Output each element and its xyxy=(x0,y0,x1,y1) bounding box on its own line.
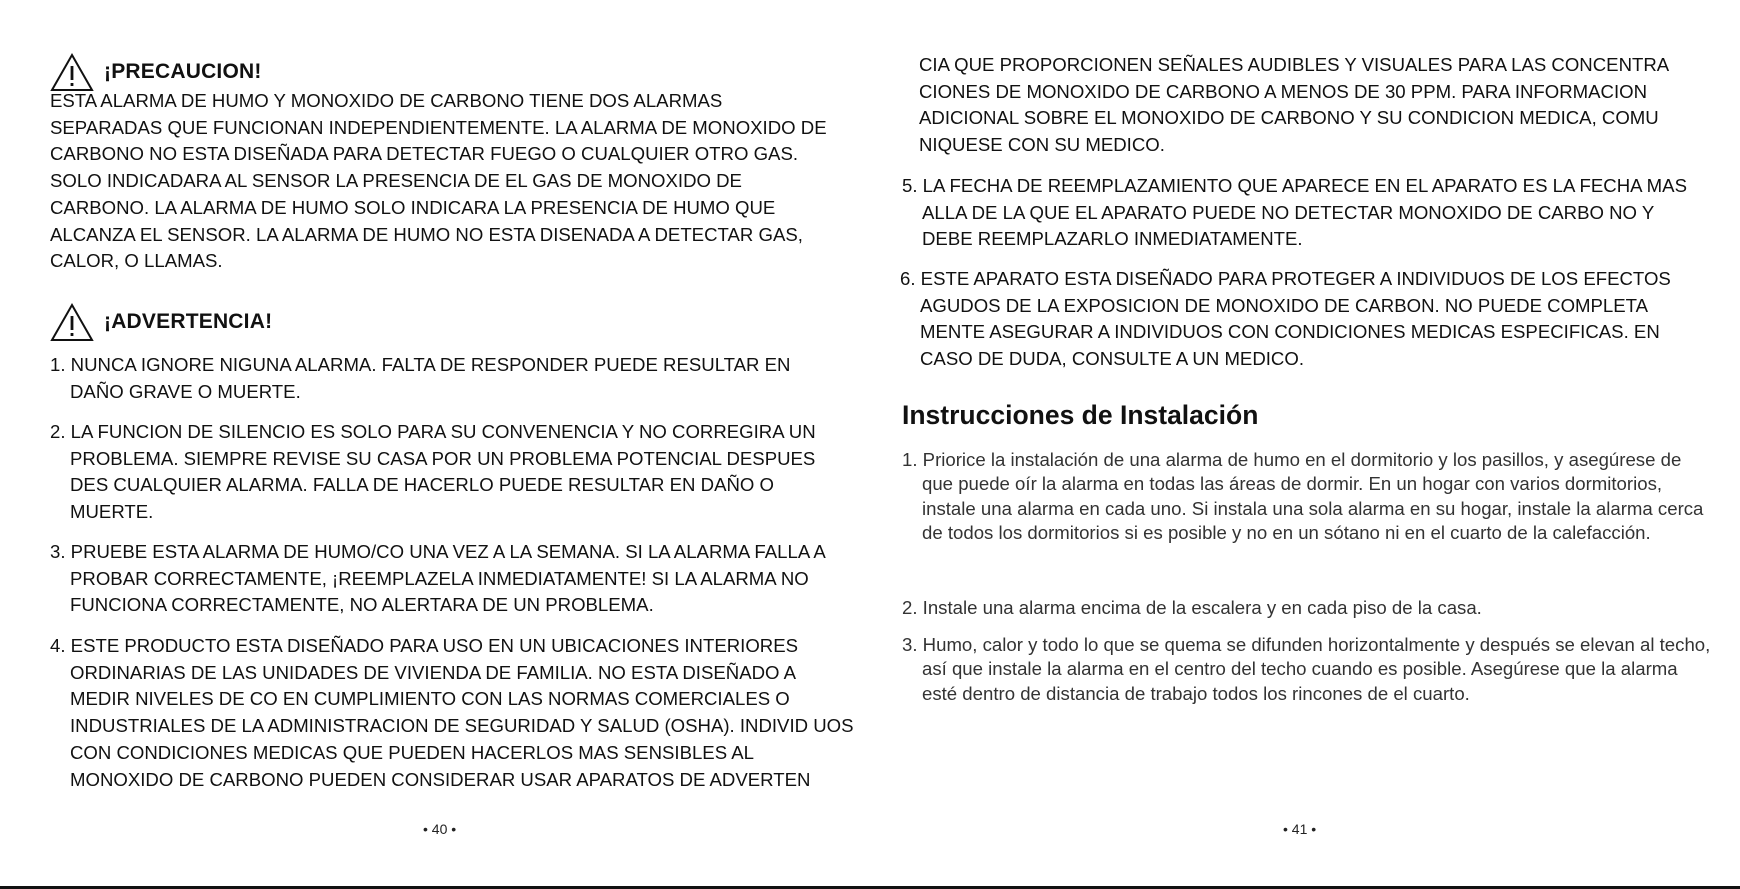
warning-heading xyxy=(50,302,272,342)
warning-item-5: 5. LA FECHA DE REEMPLAZAMIENTO QUE APARECE EN EL APARATO ES LA FECHA MAS ALLA DE LA QUE EL APARATO PUEDE NO DETECTAR MONOXIDO DE CARBO NO Y DEBE REEMPLAZARLO INMEDIATAMENTE. xyxy=(902,175,1687,250)
page-number-left: • 40 • xyxy=(423,821,457,837)
warning-item-2: 2. LA FUNCION DE SILENCIO ES SOLO PARA SU CONVENENCIA Y NO CORREGIRA UN PROBLEMA. SIEMPRE REVISE SU CASA POR UN PROBLEMA POTENCIAL DESPUES DES CUALQUIER ALARMA. FALLA DE HACERLO PUEDE RESULTAR EN DAÑO O MUERTE. xyxy=(50,421,816,523)
warning-item-4: 4. ESTE PRODUCTO ESTA DISEÑADO PARA USO EN UN UBICACIONES INTERIORES ORDINARIAS DE LAS UNIDADES DE VIVIENDA DE FAMILIA. NO ESTA DISEÑADO A MEDIR NIVELES DE CO EN CUMPLIMIENTO CON LAS NORMAS COMERCIALES O INDUSTRIALES DE LA ADMINISTRACION DE SEGURIDAD Y SALUD (OSHA). INDIVID UOS CON CONDICIONES MEDICAS QUE PUEDEN HACERLOS MAS SENSIBLES AL MONOXIDO DE CARBONO PUEDEN CONSIDERAR USAR APARATOS DE ADVERTEN xyxy=(50,635,854,790)
warning-triangle-icon xyxy=(50,52,94,92)
caution-heading xyxy=(50,52,262,92)
warning-item-4-continuation: CIA QUE PROPORCIONEN SEÑALES AUDIBLES Y VISUALES PARA LAS CONCENTRA CIONES DE MONOXIDO DE CARBONO A MENOS DE 30 PPM. PARA INFORMACION ADICIONAL SOBRE EL MONOXIDO DE CARBONO Y SU CONDICION MEDICA, COMU NIQUESE CON SU MEDICO. xyxy=(919,54,1669,156)
warning-title: ¡ADVERTENCIA! xyxy=(104,310,273,333)
warning-item-6: 6. ESTE APARATO ESTA DISEÑADO PARA PROTEGER A INDIVIDUOS DE LOS EFECTOS AGUDOS DE LA EXPOSICION DE MONOXIDO DE CARBON. NO PUEDE COMPLETA MENTE ASEGURAR A INDIVIDUOS CON CONDICIONES MEDICAS ESPECIFICAS. EN CASO DE DUDA, CONSULTE A UN MEDICO. xyxy=(900,268,1671,370)
caution-title: ¡PRECAUCION! xyxy=(104,60,262,83)
warning-item-3: 3. PRUEBE ESTA ALARMA DE HUMO/CO UNA VEZ A LA SEMANA. SI LA ALARMA FALLA A PROBAR CORRECTAMENTE, ¡REEMPLAZELA INMEDIATAMENTE! SI LA ALARMA NO FUNCIONA CORRECTAMENTE, NO ALERTARA DE UN PROBLEMA. xyxy=(50,541,825,616)
install-item-3: 3. Humo, calor y todo lo que se quema se difunden horizontalmente y después se elevan al techo, así que instale la alarma en el centro del techo cuando es posible. Asegúrese que la alarma esté dentro de distancia de trabajo todos los rincones de el cuarto. xyxy=(902,634,1711,704)
install-item-2: 2. Instale una alarma encima de la escalera y en cada piso de la casa. xyxy=(902,597,1482,618)
installation-heading: Instrucciones de Instalación xyxy=(902,400,1259,430)
install-item-1: 1. Priorice la instalación de una alarma de humo en el dormitorio y los pasillos, y asegúrese de que puede oír la alarma en todas las áreas de dormir. En un hogar con varios dormitorios, instale una alarma en cada uno. Si instala una sola alarma en su hogar, instale la alarma cerca de todos los dormitorios si es posible y no en un sótano ni en el cuarto de la calefacción. xyxy=(902,449,1704,543)
page-number-right: • 41 • xyxy=(1283,821,1317,837)
warning-item-1: 1. NUNCA IGNORE NIGUNA ALARMA. FALTA DE RESPONDER PUEDE RESULTAR EN DAÑO GRAVE O MUERTE. xyxy=(50,354,791,402)
caution-text: ESTA ALARMA DE HUMO Y MONOXIDO DE CARBONO TIENE DOS ALARMAS SEPARADAS QUE FUNCIONAN INDEPENDIENTEMENTE. LA ALARMA DE MONOXIDO DE CARBONO NO ESTA DISEÑADA PARA DETECTAR FUEGO O CUALQUIER OTRO GAS. SOLO INDICADARA AL SENSOR LA PRESENCIA DE EL GAS DE MONOXIDO DE CARBONO. LA ALARMA DE HUMO SOLO INDICARA LA PRESENCIA DE HUMO QUE ALCANZA EL SENSOR. LA ALARMA DE HUMO NO ESTA DISENADA A DETECTAR GAS, CALOR, O LLAMAS. xyxy=(50,90,827,272)
warning-triangle-icon xyxy=(50,302,94,342)
